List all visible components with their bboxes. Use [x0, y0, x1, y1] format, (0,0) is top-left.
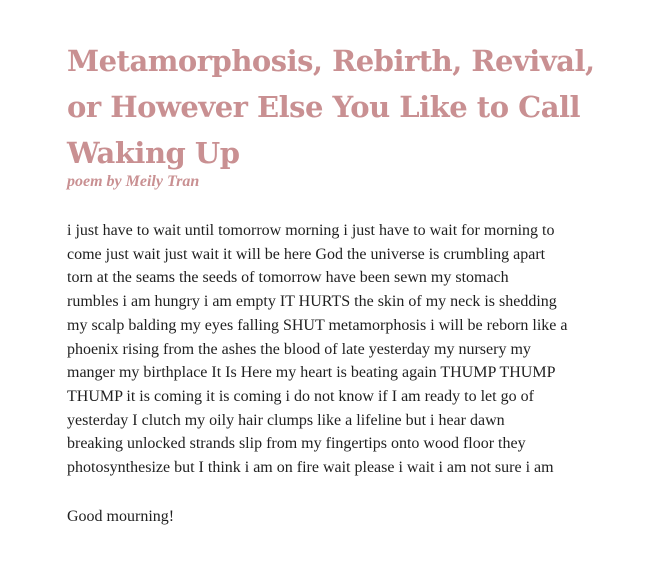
poem-byline: poem by Meily Tran: [67, 173, 200, 190]
poem-line: my scalp balding my eyes falling SHUT metamorphosis i will be reborn like a: [67, 316, 568, 334]
title-line-3: Waking Up: [67, 136, 240, 170]
poem-line: rumbles i am hungry i am empty IT HURTS the skin of my neck is shedding: [67, 293, 557, 311]
title-line-2: or However Else You Like to Call: [67, 90, 581, 124]
poem-line: manger my birthplace It Is Here my heart is beating again THUMP THUMP: [67, 364, 556, 382]
poem-line: breaking unlocked strands slip from my fingertips onto wood floor they: [67, 435, 526, 453]
poem-title: [67, 38, 647, 176]
poem-line: come just wait just wait it will be here God the universe is crumbling apart: [67, 245, 546, 263]
poem-line: photosynthesize but I think i am on fire wait please i wait i am not sure i am: [67, 459, 554, 477]
poem-line: i just have to wait until tomorrow morning i just have to wait for morning to: [67, 222, 555, 239]
title-line-1: Metamorphosis, Rebirth, Revival,: [67, 44, 595, 78]
poem-body: [67, 219, 657, 480]
poem-closing-line: Good mourning!: [67, 508, 175, 525]
poem-line: torn at the seams the seeds of tomorrow have been sewn my stomach: [67, 269, 509, 287]
poem-line: phoenix rising from the ashes the blood of late yesterday my nursery my: [67, 340, 531, 358]
poem-line: THUMP it is coming it is coming i do not know if I am ready to let go of: [67, 387, 534, 405]
poem-line: yesterday I clutch my oily hair clumps like a lifeline but i hear dawn: [67, 411, 505, 429]
